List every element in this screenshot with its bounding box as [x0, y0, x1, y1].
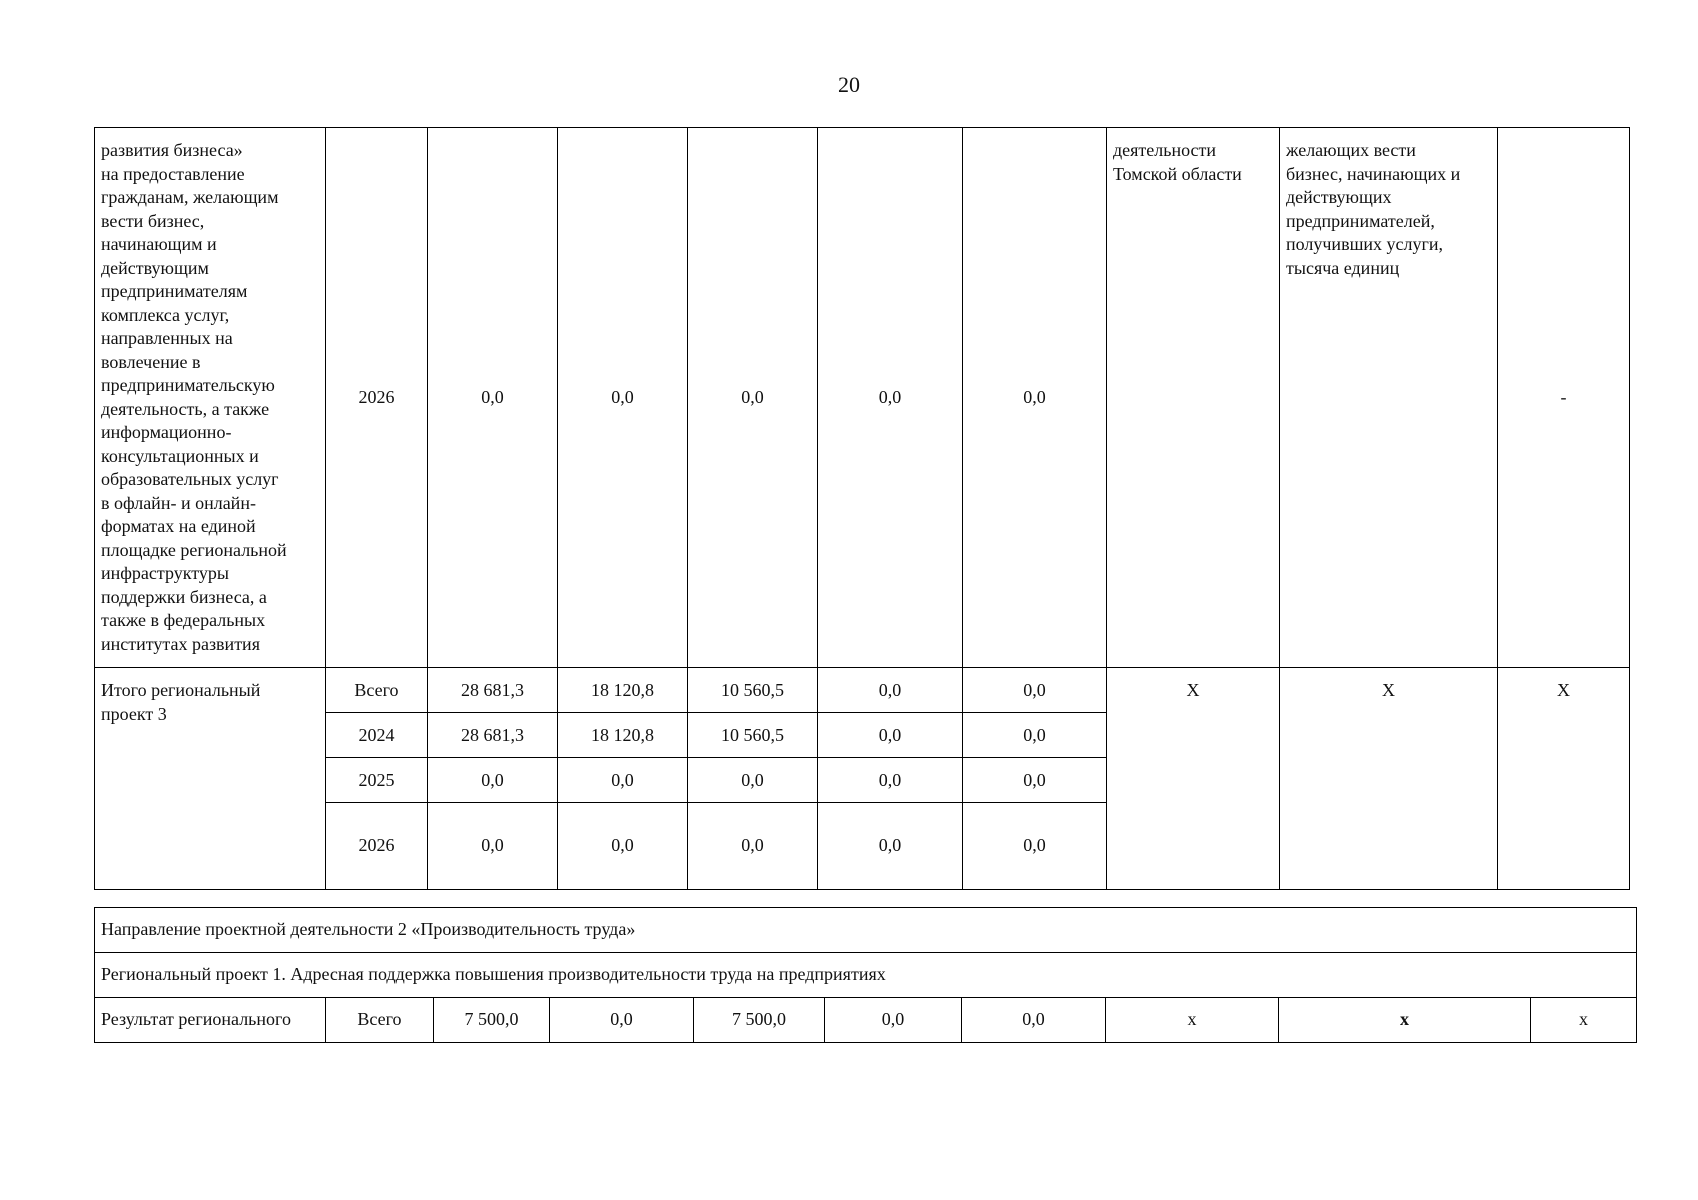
- value-cell: 0,0: [963, 713, 1107, 758]
- x-mark: x: [1531, 998, 1637, 1043]
- result-label: Результат регионального: [95, 998, 326, 1043]
- value-cell: 0,0: [963, 668, 1107, 713]
- x-mark: x: [1106, 998, 1279, 1043]
- x-mark: X: [1498, 668, 1630, 890]
- project-title: Региональный проект 1. Адресная поддержка повышения производительности труда на предприятиях: [95, 953, 1637, 998]
- year-cell: Всего: [326, 998, 434, 1043]
- value-cell: 0,0: [428, 803, 558, 890]
- target-cell: -: [1498, 128, 1630, 668]
- value-cell: 0,0: [963, 803, 1107, 890]
- funding-table: [94, 127, 1630, 890]
- table-row: [95, 668, 1630, 713]
- value-cell: 0,0: [818, 128, 963, 668]
- table-row: [95, 998, 1637, 1043]
- value-cell: 0,0: [963, 128, 1107, 668]
- year-cell: Всего: [326, 668, 428, 713]
- value-cell: 10 560,5: [688, 713, 818, 758]
- value-cell: 0,0: [688, 128, 818, 668]
- value-cell: 0,0: [818, 803, 963, 890]
- value-cell: 0,0: [688, 803, 818, 890]
- measure-description: развития бизнеса» на предоставление гражданам, желающим вести бизнес, начинающим и действующим предпринимателям комплекса услуг, направленных на вовлечение в предпринимательскую деятельность, а также информационно- консультационных и образовательных услуг в офлайн- и онлайн- форматах на единой площадке региональной инфраструктуры поддержки бизнеса, а также в федеральных институтах развития: [95, 128, 326, 668]
- value-cell: 0,0: [962, 998, 1106, 1043]
- table-row: [95, 908, 1637, 953]
- value-cell: 0,0: [963, 758, 1107, 803]
- x-mark: X: [1107, 668, 1280, 890]
- value-cell: 7 500,0: [694, 998, 825, 1043]
- value-cell: 10 560,5: [688, 668, 818, 713]
- year-cell: 2025: [326, 758, 428, 803]
- productivity-table: [94, 907, 1637, 1043]
- value-cell: 7 500,0: [434, 998, 550, 1043]
- value-cell: 0,0: [688, 758, 818, 803]
- value-cell: 18 120,8: [558, 713, 688, 758]
- value-cell: 0,0: [825, 998, 962, 1043]
- table-row: [95, 953, 1637, 998]
- total-label: Итого региональный проект 3: [95, 668, 326, 890]
- year-cell: 2026: [326, 128, 428, 668]
- value-cell: 0,0: [818, 713, 963, 758]
- value-cell: 28 681,3: [428, 713, 558, 758]
- value-cell: 0,0: [428, 758, 558, 803]
- year-cell: 2026: [326, 803, 428, 890]
- value-cell: 0,0: [558, 128, 688, 668]
- value-cell: 0,0: [558, 803, 688, 890]
- value-cell: 28 681,3: [428, 668, 558, 713]
- x-mark: X: [1280, 668, 1498, 890]
- table-row: [95, 128, 1630, 668]
- value-cell: 0,0: [550, 998, 694, 1043]
- x-mark: x: [1279, 998, 1531, 1043]
- year-cell: 2024: [326, 713, 428, 758]
- value-cell: 0,0: [428, 128, 558, 668]
- executor-cell: деятельности Томской области: [1107, 128, 1280, 668]
- value-cell: 18 120,8: [558, 668, 688, 713]
- value-cell: 0,0: [818, 758, 963, 803]
- value-cell: 0,0: [818, 668, 963, 713]
- indicator-cell: желающих вести бизнес, начинающих и действующих предпринимателей, получивших услуги, тысяча единиц: [1280, 128, 1498, 668]
- value-cell: 0,0: [558, 758, 688, 803]
- page-number: 20: [838, 72, 860, 97]
- direction-title: Направление проектной деятельности 2 «Производительность труда»: [95, 908, 1637, 953]
